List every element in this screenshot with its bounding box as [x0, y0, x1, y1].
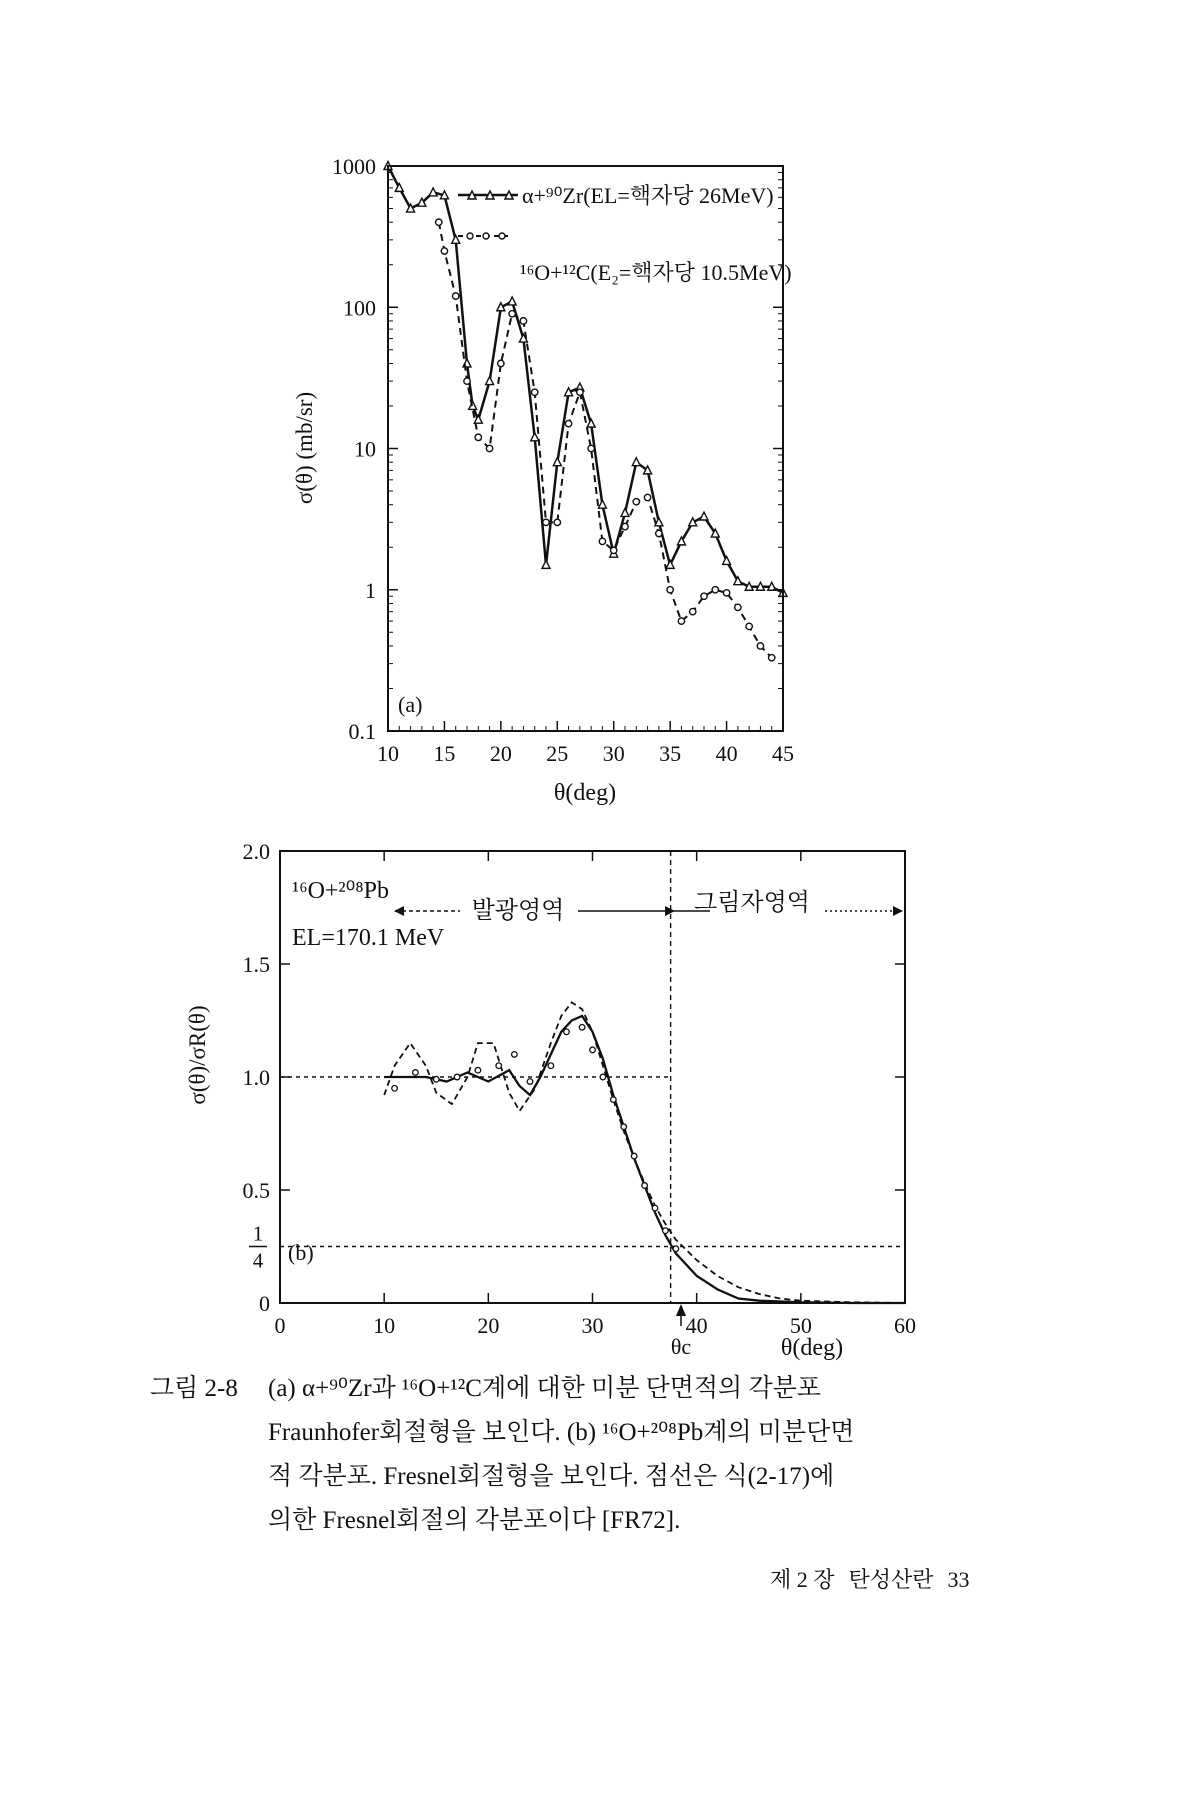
circle-point: [746, 623, 752, 629]
y-tick-label: 100: [343, 295, 376, 321]
x-tick-label: 10: [373, 1313, 396, 1338]
legend-a-series-1: α+⁹⁰Zr(EL=핵자당 26MeV): [522, 183, 774, 208]
data-point: [496, 1063, 502, 1069]
circle-point: [622, 523, 628, 529]
chart-a-xlabel: θ(deg): [553, 780, 617, 806]
y-tick-label: 1.5: [242, 952, 270, 977]
chart-a-panel-label: (a): [398, 692, 423, 717]
chart-b: [0, 820, 1200, 1380]
chart-b-energy-label: EL=170.1 MeV: [292, 925, 445, 951]
data-point: [579, 1024, 585, 1030]
data-point: [413, 1070, 419, 1076]
circle-point: [441, 248, 447, 254]
data-point: [663, 1228, 669, 1234]
solid-curve: [384, 1016, 905, 1303]
chart-a-legend: [458, 183, 792, 285]
caption-line: 적 각분포. Fresnel회절형을 보인다. 점선은 식(2-17)에: [268, 1463, 835, 1490]
chart-b-region-illuminated: 발광영역: [471, 898, 565, 924]
legend-a-triangle-icon: [468, 191, 513, 199]
circle-point: [599, 538, 605, 544]
x-tick-label: 20: [477, 1313, 500, 1338]
triangle-point: [621, 508, 629, 516]
data-point: [631, 1153, 637, 1159]
circle-point: [464, 378, 470, 384]
caption-line: 의한 Fresnel회절의 각분포이다 [FR72].: [268, 1507, 681, 1534]
x-tick-label: 30: [602, 741, 625, 766]
circle-point: [475, 434, 481, 440]
triangle-point: [632, 458, 640, 466]
circle-point: [723, 590, 729, 596]
arrow-left-icon: [394, 906, 404, 916]
circle-point: [769, 655, 775, 661]
x-tick-label: 0: [274, 1313, 286, 1338]
data-point: [621, 1124, 627, 1130]
circle-point: [565, 420, 571, 426]
circle-point: [690, 608, 696, 614]
triangle-point: [531, 433, 539, 441]
arrow-right-icon: [893, 906, 903, 916]
y-tick-label: 0: [259, 1291, 270, 1316]
chart-b-system-label: ¹⁶O+²⁰⁸Pb: [292, 878, 389, 904]
fresnel-dashed-curve: [384, 1002, 905, 1303]
circle-point: [577, 389, 583, 395]
circle-point: [436, 219, 442, 225]
circle-point: [498, 360, 504, 366]
footer-chapter: 제 2 장: [770, 1567, 835, 1592]
series-alpha-zr-line: [388, 166, 783, 593]
data-point: [600, 1074, 606, 1080]
data-point: [564, 1029, 570, 1035]
legend-a-circle-icon: [499, 233, 505, 239]
chart-a-ylabel: σ(θ) (mb/sr): [292, 391, 317, 505]
circle-point: [611, 547, 617, 553]
x-tick-label: 25: [546, 741, 569, 766]
x-tick-label: 30: [581, 1313, 604, 1338]
circle-point: [667, 587, 673, 593]
data-point: [392, 1086, 398, 1092]
chart-b-ylabel: σ(θ)/σR(θ): [185, 1005, 210, 1105]
triangle-point: [553, 458, 561, 466]
x-tick-label: 60: [894, 1313, 916, 1338]
x-tick-label: 45: [772, 741, 794, 766]
x-tick-label: 10: [377, 741, 399, 766]
data-point: [475, 1067, 481, 1073]
footer-title: 탄성산란: [848, 1567, 934, 1592]
data-point: [673, 1246, 679, 1252]
circle-point: [678, 618, 684, 624]
caption-line: Fraunhofer회절형을 보인다. (b) ¹⁶O+²⁰⁸Pb계의 미분단면: [268, 1419, 855, 1446]
figure-number: 그림 2-8: [150, 1375, 238, 1402]
x-tick-label: 15: [433, 741, 456, 766]
circle-point: [543, 519, 549, 525]
circle-point: [520, 318, 526, 324]
circle-point: [532, 389, 538, 395]
data-point: [642, 1183, 648, 1189]
triangle-point: [723, 556, 731, 564]
triangle-point: [508, 297, 516, 305]
data-point: [548, 1063, 554, 1069]
data-point: [527, 1079, 533, 1085]
data-point: [454, 1074, 460, 1080]
circle-point: [486, 445, 492, 451]
circle-point: [453, 293, 459, 299]
x-tick-label: 50: [789, 1313, 812, 1338]
y-tick-label: 1.0: [242, 1065, 270, 1090]
figure-caption: [268, 1367, 1048, 1543]
y-tick-label: 1000: [332, 154, 376, 179]
y-tick-quarter-numerator: 1: [252, 1221, 264, 1246]
page-number: 33: [947, 1567, 970, 1592]
page-footer: [770, 1563, 984, 1594]
triangle-point: [474, 415, 482, 423]
triangle-point: [700, 512, 708, 520]
circle-point: [701, 593, 707, 599]
chart-b-xlabel: θ(deg): [780, 1335, 844, 1361]
circle-point: [509, 311, 515, 317]
y-tick-label: 0.1: [348, 719, 376, 744]
x-tick-label: 20: [489, 741, 512, 766]
data-point: [652, 1205, 658, 1211]
y-tick-label: 0.5: [242, 1178, 270, 1203]
y-tick-label: 2.0: [242, 839, 270, 864]
circle-point: [554, 519, 560, 525]
y-tick-label: 10: [354, 436, 376, 462]
x-tick-label: 40: [715, 741, 738, 766]
chart-b-panel-label: (b): [288, 1240, 314, 1265]
circle-point: [633, 499, 639, 505]
data-point: [590, 1047, 596, 1053]
data-point: [433, 1076, 439, 1082]
chart-b-region-shadow: 그림자영역: [694, 890, 810, 916]
legend-a-circle-icon: [467, 233, 473, 239]
legend-a-series-2: ¹⁶O+¹²C(E₂=핵자당 10.5MeV): [520, 260, 792, 285]
series-o-c-line: [439, 222, 772, 658]
caption-line: (a) α+⁹⁰Zr과 ¹⁶O+¹²C계에 대한 미분 단면적의 각분포: [268, 1375, 821, 1402]
circle-point: [644, 494, 650, 500]
triangle-point: [486, 377, 494, 385]
triangle-point: [587, 419, 595, 427]
triangle-point: [542, 560, 550, 568]
data-point: [512, 1052, 518, 1058]
circle-point: [712, 587, 718, 593]
y-tick-label: 1: [365, 577, 376, 603]
circle-point: [588, 445, 594, 451]
circle-point: [735, 604, 741, 610]
x-tick-label: 35: [659, 741, 682, 766]
x-tick-label: 40: [685, 1313, 708, 1338]
theta-c-label: θc: [670, 1334, 692, 1359]
legend-a-circle-icon: [483, 233, 489, 239]
circle-point: [656, 530, 662, 536]
y-tick-quarter-denominator: 4: [252, 1248, 264, 1273]
chart-a: [0, 0, 1200, 820]
triangle-point: [598, 500, 606, 508]
data-point: [611, 1097, 617, 1103]
circle-point: [757, 643, 763, 649]
